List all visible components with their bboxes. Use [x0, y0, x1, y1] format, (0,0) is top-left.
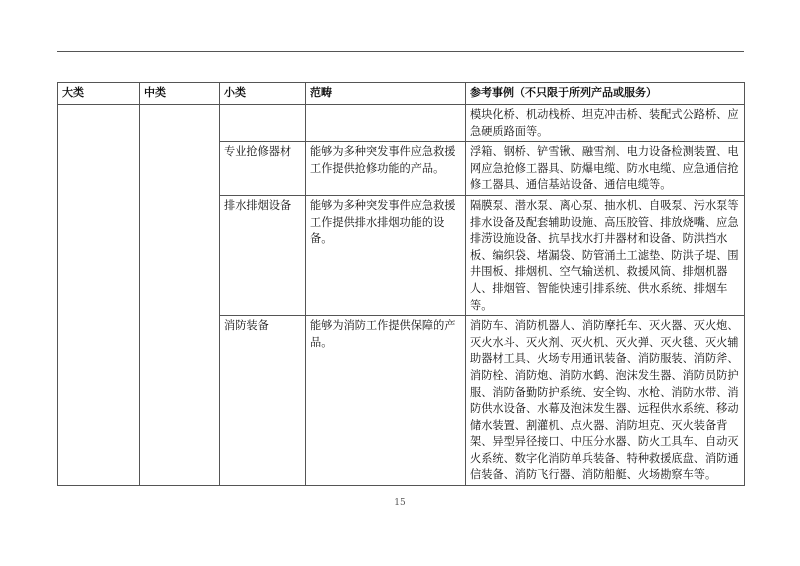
- header-examples: 参考事例（不只限于所列产品或服务）: [466, 83, 745, 105]
- table-row: [58, 105, 745, 142]
- cell-scope: 能够为多种突发事件应急救援工作提供抢修功能的产品。: [306, 142, 466, 196]
- cell-minor: 专业抢修器材: [220, 142, 306, 196]
- cell-examples: 消防车、消防机器人、消防摩托车、灭火器、灭火炮、灭火水斗、灭火剂、灭火机、灭火弹、灭火毯、灭火辅助器材工具、火场专用通讯装备、消防服装、消防斧、消防栓、消防炮、消防水鹤、泡沫发生器、消防员防护服、消防备勤防护系统、安全钩、水枪、消防水带、消防供水设备、水幕及泡沫发生器、远程供水系统、移动储水装置、割灌机、点火器、消防坦克、灭火装备背架、异型异径接口、中压分水器、防火工具车、自动灭火系统、数字化消防单兵装备、特种救援底盘、消防通信装备、消防飞行器、消防船艇、火场勘察车等。: [466, 316, 745, 486]
- cell-minor: [220, 105, 306, 142]
- cell-examples: 隔膜泵、潜水泵、离心泵、抽水机、自吸泵、污水泵等排水设备及配套辅助设施、高压胶管、排放烧嘴、应急排涝设施设备、抗旱找水打井器材和设备、防洪挡水板、编织袋、堵漏袋、防管涌土工滤垫、防洪子堤、围井围板、排烟机、空气输送机、救援风筒、排烟机器人、排烟管、智能快速引排系统、供水系统、排烟车等。: [466, 195, 745, 315]
- cell-minor: 排水排烟设备: [220, 195, 306, 315]
- table-header-row: [58, 83, 745, 105]
- header-middle-category: 中类: [140, 83, 220, 105]
- header-minor-category: 小类: [220, 83, 306, 105]
- header-scope: 范畴: [306, 83, 466, 105]
- cell-examples: 模块化桥、机动栈桥、坦克冲击桥、装配式公路桥、应急硬质路面等。: [466, 105, 745, 142]
- cell-minor: 消防装备: [220, 316, 306, 486]
- cell-scope: [306, 105, 466, 142]
- header-rule: [57, 51, 744, 52]
- cell-scope: 能够为消防工作提供保障的产品。: [306, 316, 466, 486]
- cell-examples: 浮箱、钢桥、铲雪锹、融雪剂、电力设备检测装置、电网应急抢修工器具、防爆电缆、防水电缆、应急通信抢修工器具、通信基站设备、通信电缆等。: [466, 142, 745, 196]
- page-number: 15: [394, 498, 406, 508]
- cell-scope: 能够为多种突发事件应急救援工作提供排水排烟功能的设备。: [306, 195, 466, 315]
- product-category-table: [57, 82, 745, 486]
- cell-major: [58, 105, 140, 486]
- cell-middle: [140, 105, 220, 486]
- header-major-category: 大类: [58, 83, 140, 105]
